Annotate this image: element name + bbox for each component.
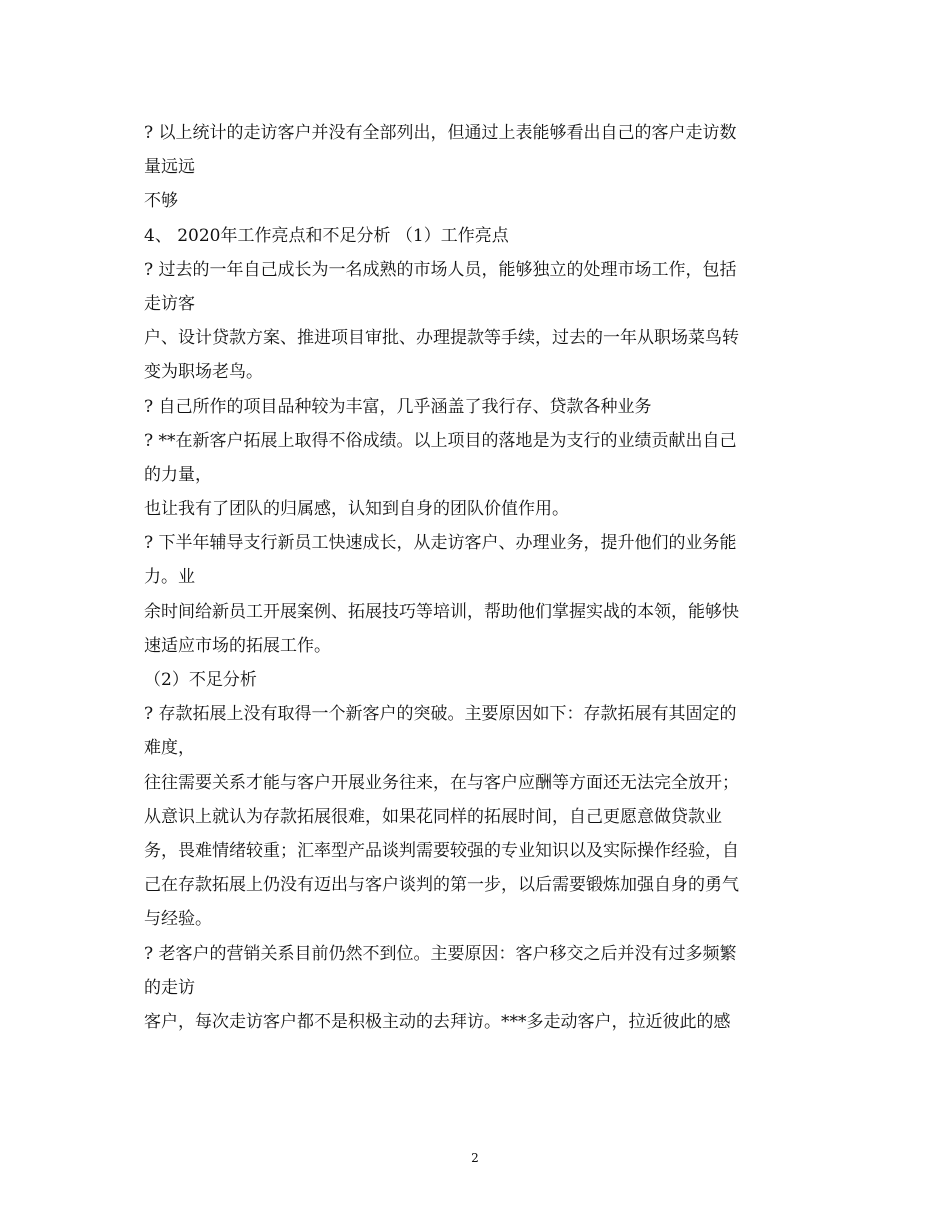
text-line: 从意识上就认为存款拓展很难，如果花同样的拓展时间，自己更愿意做贷款业: [144, 806, 722, 827]
text-line: ? 自己所作的项目品种较为丰富，几乎涵盖了我行存、贷款各种业务: [144, 396, 652, 417]
text-line: 的力量，: [144, 464, 212, 485]
text-line: ? 过去的一年自己成长为一名成熟的市场人员，能够独立的处理市场工作，包括: [144, 259, 737, 280]
text-line: 速适应市场的拓展工作。: [144, 635, 331, 656]
text-line: 难度，: [144, 738, 195, 759]
subsection-heading: （2）不足分析: [144, 670, 257, 690]
text-line: 力。业: [144, 567, 195, 588]
text-line: 走访客: [144, 293, 195, 314]
text-line: 与经验。: [144, 909, 212, 930]
text-line: 客户，每次走访客户都不是积极主动的去拜访。***多走动客户，拉近彼此的感: [144, 1011, 731, 1032]
text-line: ? 老客户的营销关系目前仍然不到位。主要原因：客户移交之后并没有过多频繁: [144, 943, 737, 964]
text-line: 户、设计贷款方案、推进项目审批、办理提款等手续，过去的一年从职场菜鸟转: [144, 328, 739, 349]
text-line: ? 存款拓展上没有取得一个新客户的突破。主要原因如下：存款拓展有其固定的: [144, 704, 737, 725]
text-line: 不够: [144, 191, 178, 212]
text-line: 务，畏难情绪较重；汇率型产品谈判需要较强的专业知识以及实际操作经验，自: [144, 840, 739, 861]
text-line: ? 下半年辅导支行新员工快速成长，从走访客户、办理业务，提升他们的业务能: [144, 533, 737, 554]
section-heading: 4、 2020年工作亮点和不足分析 （1）工作亮点: [144, 225, 509, 246]
text-line: 往往需要关系才能与客户开展业务往来，在与客户应酬等方面还无法完全放开；: [144, 772, 739, 793]
text-line: 己在存款拓展上仍没有迈出与客户谈判的第一步，以后需要锻炼加强自身的勇气: [144, 875, 739, 896]
text-line: 也让我有了团队的归属感，认知到自身的团队价值作用。: [144, 499, 569, 520]
text-line: 量远远: [144, 157, 195, 178]
text-line: 余时间给新员工开展案例、拓展技巧等培训，帮助他们掌握实战的本领，能够快: [144, 601, 739, 622]
text-line: 变为职场老鸟。: [144, 362, 263, 383]
text-line: 的走访: [144, 977, 195, 998]
text-line: ? **在新客户拓展上取得不俗成绩。以上项目的落地是为支行的业绩贡献出自己: [144, 430, 737, 451]
document-body: [144, 116, 814, 1039]
page-number: 2: [471, 1151, 479, 1165]
text-line: ? 以上统计的走访客户并没有全部列出，但通过上表能够看出自己的客户走访数: [144, 123, 737, 143]
